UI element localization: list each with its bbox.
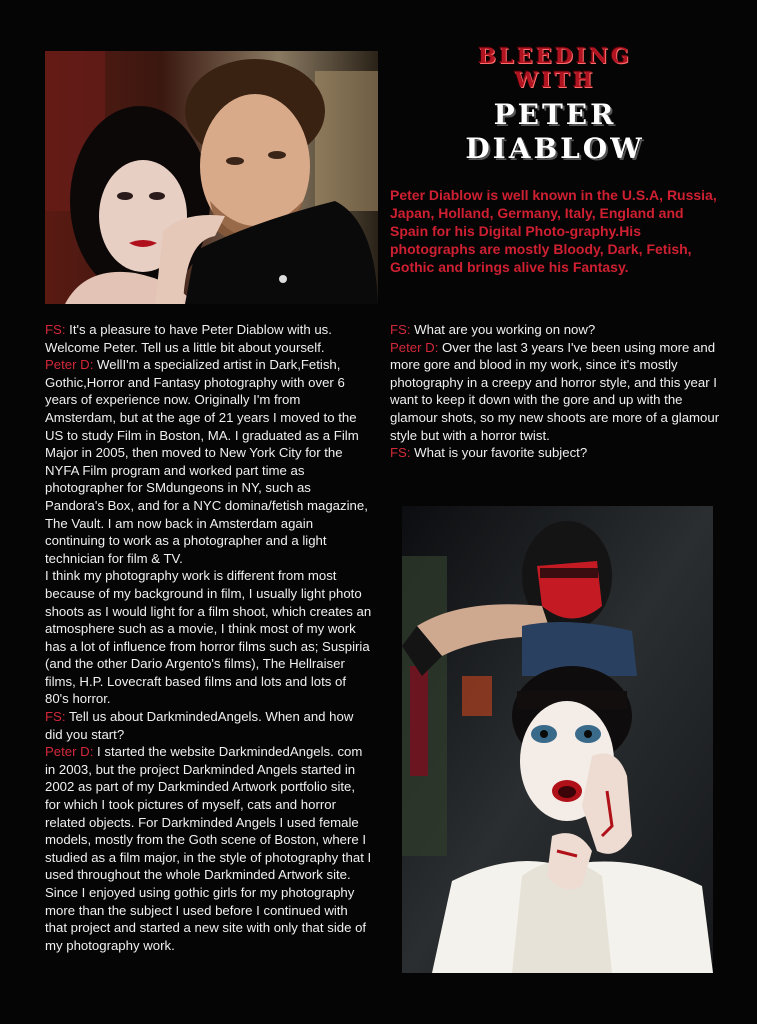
photo-horror-models-image	[402, 506, 713, 973]
title-line-bleeding: BLEEDING	[478, 43, 632, 68]
interview-left-column	[45, 321, 372, 954]
qa-paragraph	[45, 567, 372, 708]
photo-horror-models	[402, 506, 713, 973]
qa-paragraph	[45, 743, 372, 954]
paragraph-text: Tell us about DarkmindedAngels. When and how did you start?	[45, 709, 354, 742]
speaker-label: FS:	[390, 322, 411, 337]
photo-peter-and-model-image	[45, 51, 378, 304]
qa-paragraph	[390, 444, 720, 462]
title-line-with: WITH	[514, 67, 596, 92]
article-title	[390, 44, 720, 166]
paragraph-text: It's a pleasure to have Peter Diablow with us. Welcome Peter. Tell us a little bit about yourself.	[45, 322, 332, 355]
photo-peter-and-model	[45, 51, 378, 304]
paragraph-text: WellI'm a specialized artist in Dark,Fetish, Gothic,Horror and Fantasy photography with over 6 years of experience now. Originally I'm from Amsterdam, but at the age of 21 years I moved to the US to study Film in Boston, MA. I graduated as a Film Major in 2005, then moved to New York City for the NYFA Film program and worked part time as photographer for SMdungeons in NY, such as Pandora's Box, and for a NYC domina/fetish magazine, The Vault. I am now back in Amsterdam again continuing to work as a photographer and a light technician for film & TV.	[45, 357, 368, 566]
speaker-label: FS:	[390, 445, 411, 461]
speaker-label: Peter D:	[45, 357, 94, 373]
interview-right-column	[390, 321, 720, 462]
qa-paragraph	[390, 339, 720, 445]
qa-paragraph	[390, 321, 720, 339]
speaker-label: FS:	[45, 709, 66, 725]
title-line-diablow: DIABLOW	[465, 132, 645, 165]
speaker-label: Peter D:	[390, 339, 439, 355]
qa-paragraph	[45, 708, 372, 743]
paragraph-text: What is your favorite subject?	[410, 445, 588, 461]
speaker-label: FS:	[45, 322, 66, 337]
intro-paragraph: Peter Diablow is well known in the U.S.A, Russia, Japan, Holland, Germany, Italy, England and Spain for his Digital Photo-graphy.His photographs are mostly Bloody, Dark, Fetish, Gothic and brings alive his Fantasy.	[390, 187, 717, 275]
paragraph-text: I started the website DarkmindedAngels. com in 2003, but the project Darkminded Angels started in 2002 as part of my Darkminded Artwork portfolio site, for which I took pictures of myself, cats and horror related objects. For Darkminded Angels I used female models, mostly from the Goth scene of Boston, where I studied as a film major, in the style of photography that I used throughout the whole Darkminded Artwork site. Since I enjoyed using gothic girls for my photography more than the subject I used before I continued with that project and started a new site with only that side of my photography work.	[45, 744, 372, 953]
qa-paragraph	[45, 356, 372, 567]
speaker-label: Peter D:	[45, 744, 94, 760]
paragraph-text: Over the last 3 years I've been using more and more gore and blood in my work, since it's mostly photography in a creepy and horror style, and this year I want to keep it down with the gore and up with the glamour shots, so my new shoots are more of a glamour style but with a horror twist.	[390, 339, 720, 443]
qa-paragraph	[45, 321, 372, 356]
title-line-peter: PETER	[493, 98, 617, 131]
paragraph-text: What are you working on now?	[410, 322, 596, 337]
paragraph-text: I think my photography work is different from most because of my background in film, I usually light photo shoots as I would light for a film shoot, which creates an atmosphere such as a movie, I think most of my work has a lot of influence from horror films such as; Suspiria (and the other Dario Argento's films), The Hellraiser films, H.P. Lovecraft based films and lots and lots of 80's horror.	[45, 568, 372, 707]
